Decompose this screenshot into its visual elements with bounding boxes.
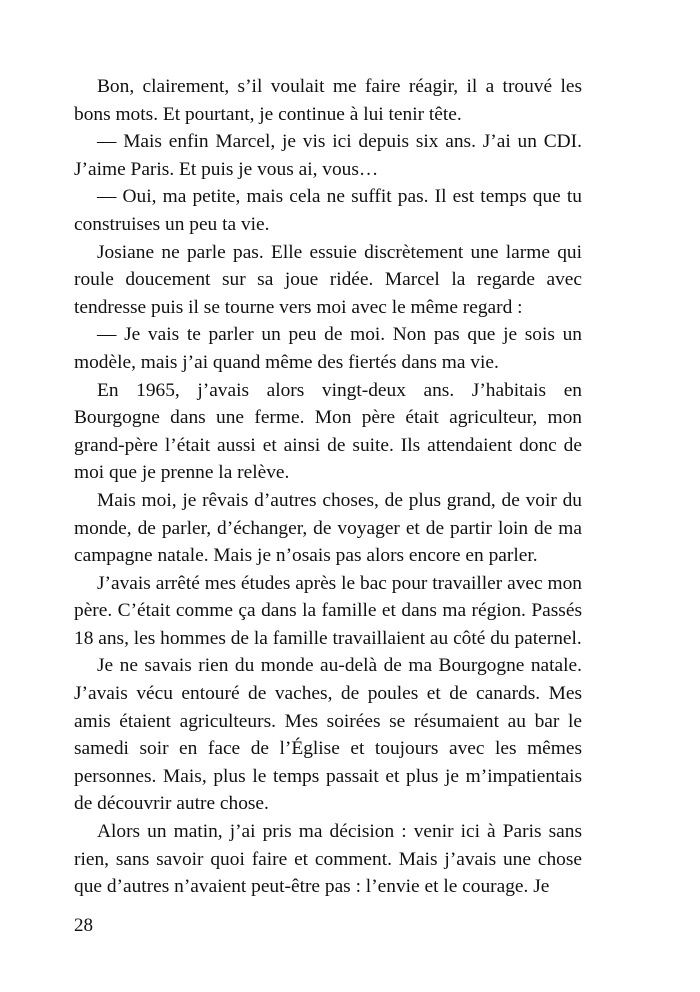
paragraph-3: — Oui, ma petite, mais cela ne suffit pas. Il est temps que tu construises un peu ta vie. <box>74 186 582 235</box>
paragraph-4: Josiane ne parle pas. Elle essuie discrètement une larme qui roule doucement sur sa joue ridée. Marcel la regarde avec tendresse puis il se tourne vers moi avec le même regard : <box>74 241 582 318</box>
paragraph-8: J’avais arrêté mes études après le bac pour travailler avec mon père. C’était comme ça dans la famille et dans ma région. Passés 18 ans, les hommes de la famille travaillaient au côté du paternel. <box>74 572 582 649</box>
paragraph-10: Alors un matin, j’ai pris ma décision : venir ici à Paris sans rien, sans savoir quoi faire et comment. Mais j’avais une chose que d’autres n’avaient peut-être pas : l’envie et le courage. Je <box>74 821 582 898</box>
paragraph-2: — Mais enfin Marcel, je vis ici depuis six ans. J’ai un CDI. J’aime Paris. Et puis je vous ai, vous… <box>74 131 582 180</box>
body-text <box>74 73 582 901</box>
paragraph-6: En 1965, j’avais alors vingt-deux ans. J’habitais en Bourgogne dans une ferme. Mon père était agriculteur, mon grand-père l’était aussi et ainsi de suite. Ils attendaient donc de moi que je prenne la relève. <box>74 379 582 484</box>
paragraph-5: — Je vais te parler un peu de moi. Non pas que je sois un modèle, mais j’ai quand même des fiertés dans ma vie. <box>74 324 582 373</box>
paragraph-1: Bon, clairement, s’il voulait me faire réagir, il a trouvé les bons mots. Et pourtant, je continue à lui tenir tête. <box>74 76 582 125</box>
paragraph-9: Je ne savais rien du monde au-delà de ma Bourgogne natale. J’avais vécu entouré de vaches, de poules et de canards. Mes amis étaient agriculteurs. Mes soirées se résumaient au bar le samedi soir en face de l’Église et toujours avec les mêmes personnes. Mais, plus le temps passait et plus je m’impatientais de découvrir autre chose. <box>74 655 582 815</box>
page-number: 28 <box>74 915 93 936</box>
paragraph-7: Mais moi, je rêvais d’autres choses, de plus grand, de voir du monde, de parler, d’échanger, de voyager et de partir loin de ma campagne natale. Mais je n’osais pas alors encore en parler. <box>74 489 582 567</box>
